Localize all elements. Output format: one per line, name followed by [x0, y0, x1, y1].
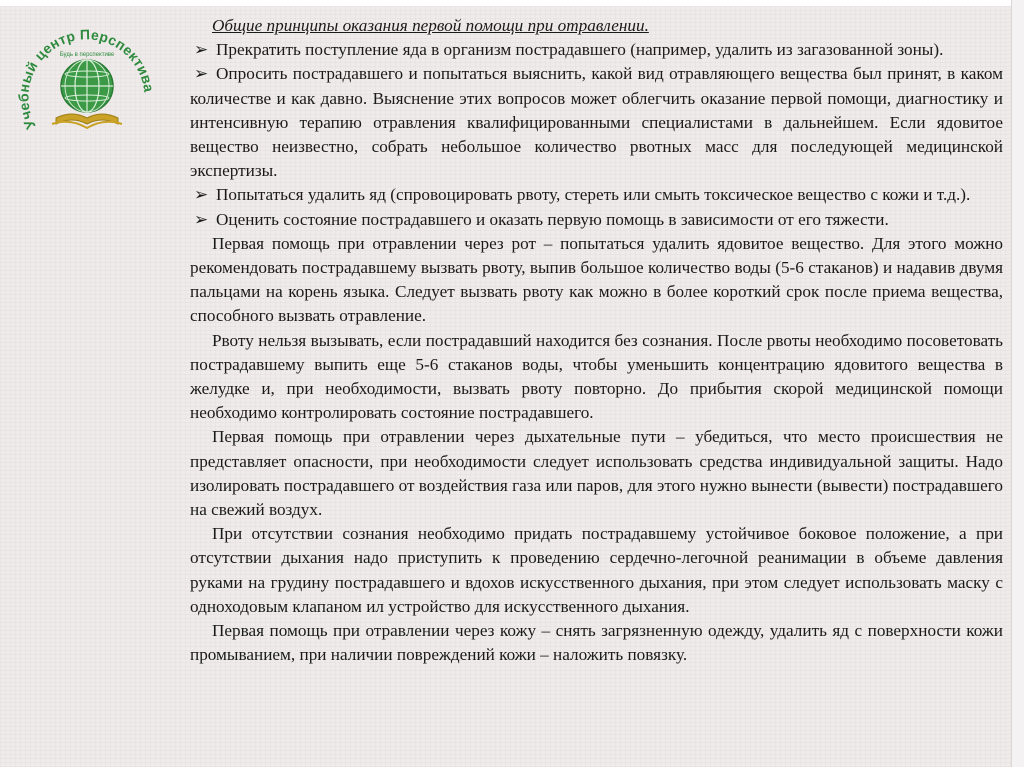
bullet-item	[190, 208, 1003, 232]
paragraph: Рвоту нельзя вызывать, если пострадавший находится без сознания. После рвоты необходимо посоветовать пострадавшему выпить еще 5-6 стаканов воды, чтобы уменьшить концентрацию ядовитого вещества в желудке и, при необходимости, вызвать рвоту повторно. До прибытия скорой медицинской помощи необходимо контролировать состояние пострадавшего.	[190, 330, 1003, 423]
section-heading: Общие принципы оказания первой помощи при отравлении.	[212, 16, 649, 35]
arrow-bullet-icon: ➢	[194, 185, 209, 205]
arrow-bullet-icon: ➢	[194, 64, 209, 84]
slide-right-edge	[1011, 0, 1024, 767]
bullet-item	[190, 183, 1003, 207]
logo-emblem-icon	[14, 14, 160, 160]
bullet-text: Попытаться удалить яд (спровоцировать рвоту, стереть или смыть токсическое вещество с кожи и т.д.).	[216, 185, 971, 205]
arrow-bullet-icon: ➢	[194, 40, 209, 60]
training-center-logo	[14, 14, 160, 160]
bullet-text: Оценить состояние пострадавшего и оказать первую помощь в зависимости от его тяжести.	[216, 209, 889, 229]
bullet-text: Прекратить поступление яда в организм пострадавшего (например, удалить из загазованной зоны).	[216, 40, 944, 60]
bullet-item	[190, 38, 1003, 62]
logo-slogan: Будь в перспективе	[59, 52, 115, 58]
bullet-item	[190, 62, 1003, 183]
bullet-text: Опросить пострадавшего и попытаться выяснить, какой вид отравляющего вещества был принят, в каком количестве и как давно. Выяснение этих вопросов может облегчить оказание первой помощи, диагностику и интенсивную терапию отравления квалифицированными специалистами в дальнейшем. Если ядовитое вещество неизвестно, собрать небольшое количество рвотных масс для последующей медицинской экспертизы.	[190, 64, 1003, 181]
paragraph: Первая помощь при отравлении через кожу – снять загрязненную одежду, удалить яд с поверхности кожи промыванием, при наличии повреждений кожи – наложить повязку.	[190, 621, 1003, 665]
slide-top-edge	[0, 0, 1024, 6]
paragraph: При отсутствии сознания необходимо придать пострадавшему устойчивое боковое положение, а при отсутствии дыхания надо приступить к проведению сердечно-легочной реанимации в объеме давления руками на грудину пострадавшего и вдохов искусственного дыхания, при этом следует использовать маску с одноходовым клапаном ил устройство для искусственного дыхания.	[190, 524, 1003, 616]
paragraph: Первая помощь при отравлении через рот – попытаться удалить ядовитое вещество. Для этого можно рекомендовать пострадавшему вызвать рвоту, выпив большое количество воды (5-6 стаканов) и надавив двумя пальцами на корень языка. Следует вызвать рвоту как можно в более короткий срок после приема вещества, способного вызвать отравление.	[190, 233, 1003, 326]
logo-arc-text: Учебный центр Перспектива	[15, 26, 158, 132]
arrow-bullet-icon: ➢	[194, 209, 209, 229]
document-body	[190, 14, 1003, 667]
paragraph: Первая помощь при отравлении через дыхательные пути – убедиться, что место происшествия не представляет опасности, при необходимости следует использовать средства индивидуальной защиты. Надо изолировать пострадавшего от воздействия газа или паров, для этого нужно вынести (вывести) пострадавшего на свежий воздух.	[190, 427, 1003, 520]
